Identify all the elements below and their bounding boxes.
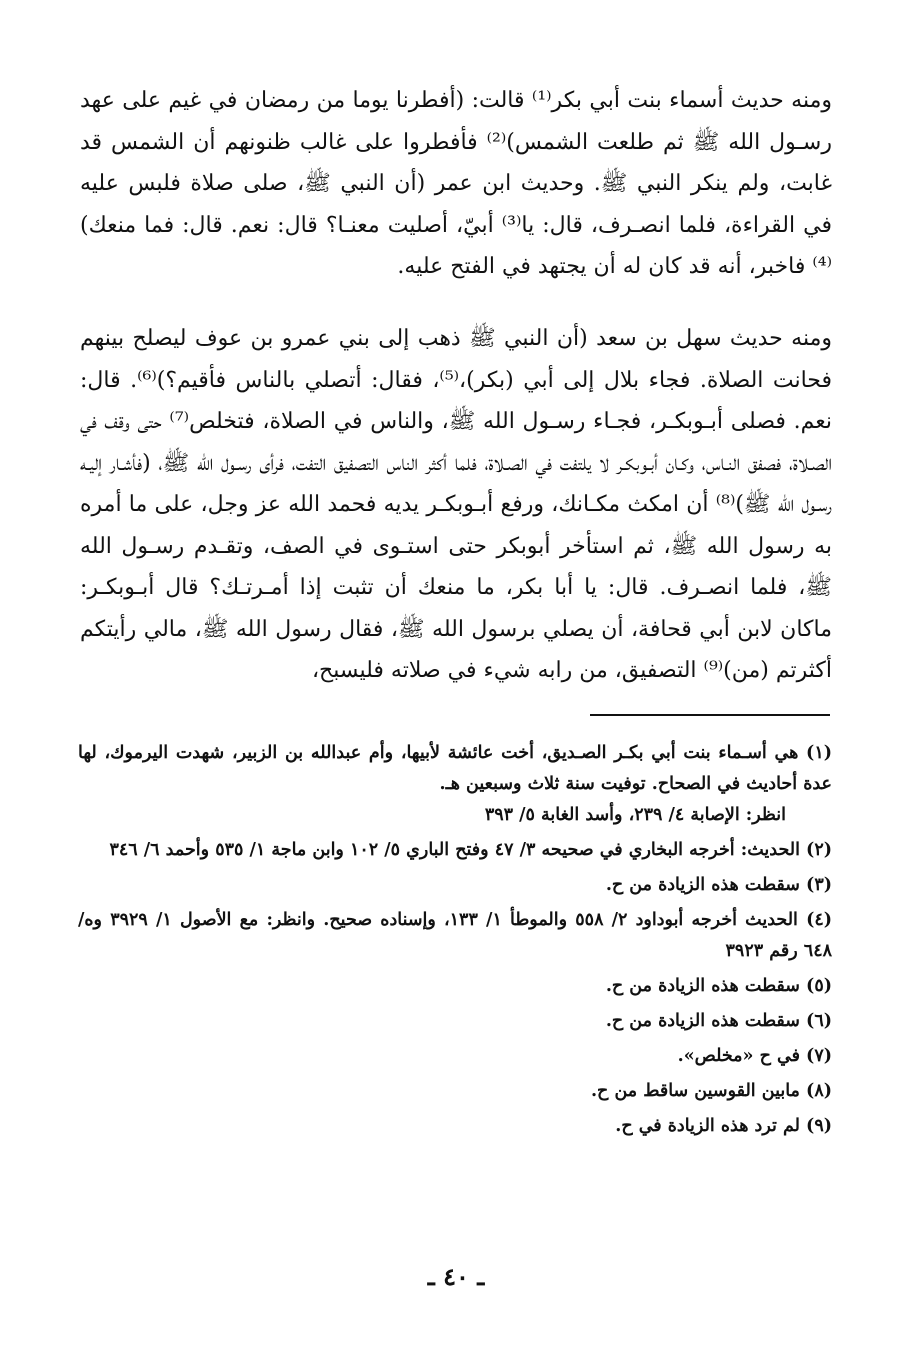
- footnote-9: (٩) لم ترد هذه الزيادة في ح.: [615, 1116, 832, 1136]
- footnote-3: (٣) سقطت هذه الزيادة من ح.: [605, 875, 832, 895]
- body-paragraph-2: ومنه حديث سهل بن سعد (أن النبي ﷺ ذهب إلى بني عمرو بن عوف ليصلح بينهم فحانت الصلاة. فجاء بلال إلى أبي (بكر)،⁽⁵⁾، فقال: أتصلي بالناس فأقيم؟)⁽⁶⁾. قال: نعم. فصلى أبـوبكـر، فجـاء رسـول الله ﷺ، والناس في الصلاة، فتخلص⁽⁷⁾ حتى وقف في الصـلاة، فصفق النـاس، وكـان أبـوبكـر لا يلتفت في الصـلاة، فلما أكثر الناس التصفيق التفت، فرأى رسـول الله ﷺ، (فأشـار إليـه رسـول الله ﷺ)⁽⁸⁾ أن امكث مكـانك، ورفع أبـوبكـر يديه فحمد الله عز وجل، على ما أمره به رسول الله ﷺ، ثم استأخر أبوبكر حتى استـوى في الصف، وتقـدم رسـول الله ﷺ، فلما انصـرف. قال: يا أبا بكر، ما منعك أن تثبت إذا أمـرتـك؟ قال أبـوبكـر: ماكان لابن أبي قحافة، أن يصلي برسول الله ﷺ، فقال رسول الله ﷺ، مالي رأيتكم أكثرتم (من)⁽⁹⁾ التصفيق، من رابه شيء في صلاته فليسبح،: [80, 326, 833, 683]
- footnote-separator: [590, 714, 830, 716]
- footnote-5: (٥) سقطت هذه الزيادة من ح.: [605, 976, 832, 996]
- footnote-1-reference: انظر: الإصابة ٤/ ٢٣٩، وأسد الغابة ٥/ ٣٩٣: [484, 805, 786, 825]
- footnote-7: (٧) في ح «مخلص».: [677, 1046, 832, 1066]
- footnote-4: (٤) الحديث أخرجه أبوداود ٢/ ٥٥٨ والموطأ ١/ ١٣٣، وإسناده صحيح. وانظر: مع الأصول ١/ ٣٩٢٩ وه/ ٦٤٨ رقم ٣٩٢٣: [78, 910, 833, 961]
- footnote-2: (٢) الحديث: أخرجه البخاري في صحيحه ٣/ ٤٧ وفتح الباري ٥/ ١٠٢ وابن ماجة ١/ ٥٣٥ وأحمد ٦/ ٣٤٦: [109, 840, 832, 860]
- body-paragraph-1: ومنه حديث أسماء بنت أبي بكر⁽¹⁾ قالت: (أفطرنا يوما من رمضان في غيم على عهد رسـول الله ﷺ ثم طلعت الشمس)⁽²⁾ فأفطروا على غالب ظنونهم أن الشمس قد غابت، ولم ينكر النبي ﷺ. وحديث ابن عمر (أن النبي ﷺ، صلى صلاة فلبس عليه في القراءة، فلما انصـرف، قال: يا⁽³⁾ أبيّ، أصليت معنـا؟ قال: نعم. قال: فما منعك)⁽⁴⁾ فاخبر، أنه قد كان له أن يجتهد في الفتح عليه.: [80, 88, 832, 279]
- footnote-8: (٨) مابين القوسين ساقط من ح.: [590, 1081, 832, 1101]
- footnote-1: (١) هي أسـماء بنت أبي بكـر الصـديق، أخت عائشة لأبيها، وأم عبدالله بن الزبير، شهدت اليرموك، لها عدة أحاديث في الصحاح. توفيت سنة ثلاث وسبعين هـ.: [78, 743, 832, 794]
- page-number: ـ ٤٠ ـ: [427, 1262, 485, 1291]
- footnotes-list: [78, 738, 832, 1146]
- footnote-6: (٦) سقطت هذه الزيادة من ح.: [605, 1011, 832, 1031]
